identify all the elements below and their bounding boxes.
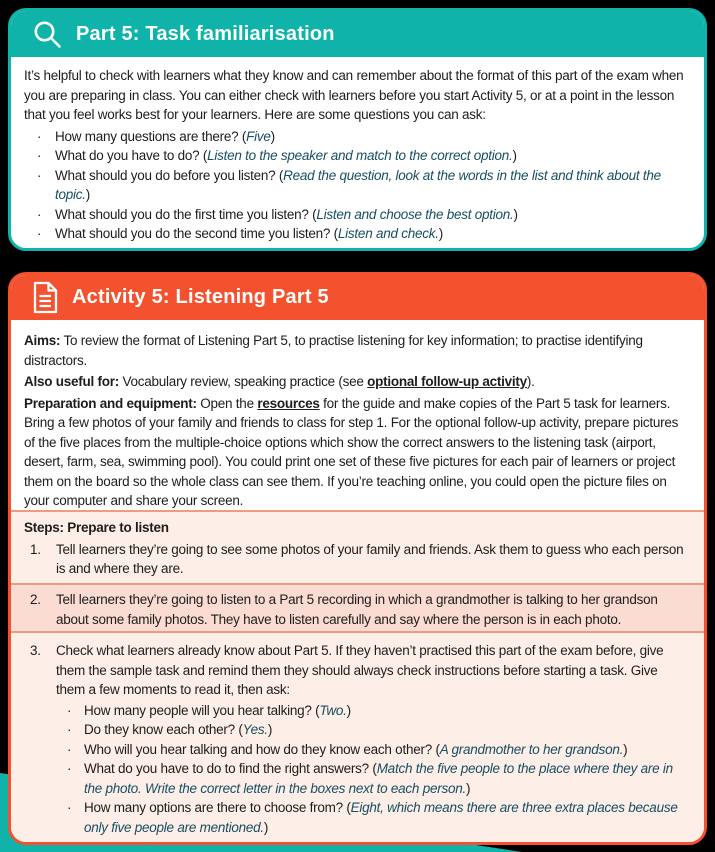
familiarisation-question-list [24,127,690,244]
step-block-1 [11,512,704,583]
task-familiarisation-header [11,11,704,57]
question-text: · Do they know each other? (Yes.) [84,722,273,737]
activity5-card [8,272,707,845]
familiarisation-intro: It’s helpful to check with learners what they know and can remember about the format of this part of the exam when you are preparing in class. You can either check with learners before you start Activity 5, or at a point in the lesson that you feel works best for your learners. Here are some questions you can ask: [24,68,684,122]
question-item [24,166,690,205]
aims-paragraph: Aims: To review the format of Listening Part 5, to practise listening for key information; to practise identifying distractors. [24,333,643,368]
task-familiarisation-title: Part 5: Task familiarisation [76,22,335,45]
step-block-2 [11,583,704,633]
step-number: 2. [30,592,41,607]
answer-text: Two. [319,702,347,718]
search-icon [32,19,63,50]
question-text: · How many questions are there? (Five) [55,128,275,144]
optional-follow-up-activity-link[interactable]: optional follow-up activity [367,374,527,389]
step-number: 3. [30,643,41,658]
answer-text: Listen to the speaker and match to the correct option. [207,148,513,163]
question-item [24,224,690,244]
question-text: · How many options are there to choose from? (Eight, which means there are three extra places because only five people are mentioned.) [84,800,678,835]
step-2 [24,590,690,629]
answer-text: Five [246,128,271,144]
step-number: 1. [30,541,41,557]
question-text: · What should you do before you listen? (Read the question, look at the words in the list and think about the topic.) [55,167,661,202]
step-text: Check what learners already know about Part 5. If they haven’t practised this part of the exam before, give them the sample task and remind them they should always check instructions before starting a task. Give them a few moments to read it, then ask: [56,643,664,697]
answer-text: Eight, which means there are three extra places because only five people are mentioned. [84,800,678,835]
resources-link[interactable]: resources [257,395,320,411]
question-text: · What do you have to do to find the right answers? (Match the five people to the place where they are in the photo. Write the correct letter in the boxes next to each person.) [84,761,673,796]
steps-section [11,510,704,842]
answer-text: A grandmother to her grandson. [439,741,624,757]
aims-label: Aims: [24,333,61,348]
step-3 [24,641,690,700]
step-text: Tell learners they’re going to see some photos of your family and friends. Ask them to guess who each person is and where they are. [56,541,684,576]
question-item [24,740,690,760]
question-item [24,127,690,147]
activity5-header [11,275,704,320]
question-item [24,759,690,798]
also-useful-paragraph: Also useful for: Vocabulary review, speaking practice (see optional follow-up activity). [24,374,535,389]
question-item [24,205,690,225]
answer-text: Read the question, look at the words in the list and think about the topic. [55,167,661,202]
question-text: · How many people will you hear talking? (Two.) [84,702,351,718]
task-familiarisation-card [8,8,707,251]
question-item [24,701,690,721]
steps-heading: Steps: Prepare to listen [24,520,169,535]
step-block-3 [11,633,704,842]
answer-text: Listen and check. [337,226,439,241]
preparation-paragraph: Preparation and equipment: Open the resources for the guide and make copies of the Part 5 task for learners. Bring a few photos of your family and friends to class for step 1. For the optional follow-up activity, prepare pictures of the five places from the multiple-choice options which show the correct answers to the listening task (airport, desert, farm, sea, swimming pool). You could print one set of these five pictures for each pair of learners or project them on the board so the whole class can see them. If you’re teaching online, you could open the picture files on your computer and share your screen. [24,395,679,508]
answer-text: Listen and choose the best option. [316,206,514,222]
question-item [24,720,690,740]
step-text: Tell learners they’re going to listen to a Part 5 recording in which a grandmother is talking to her grandson about some family photos. They have to listen carefully and say where the person is in each photo. [56,592,658,627]
question-text: · Who will you hear talking and how do they know each other? (A grandmother to her grandson.) [84,741,628,757]
activity5-info [11,320,704,510]
preparation-label: Preparation and equipment: [24,395,197,411]
question-text: · What should you do the first time you listen? (Listen and choose the best option.) [55,206,518,222]
activity5-title: Activity 5: Listening Part 5 [72,286,329,308]
step-1 [24,540,690,579]
question-text: · What do you have to do? (Listen to the speaker and match to the correct option.) [55,148,517,163]
step3-question-list [24,701,690,838]
answer-text: Match the five people to the place where they are in the photo. Write the correct letter in the boxes next to each person. [84,761,673,796]
task-familiarisation-body [11,57,704,244]
question-item [24,798,690,837]
also-useful-label: Also useful for: [24,374,120,389]
question-item [24,146,690,166]
question-text: · What should you do the second time you listen? (Listen and check.) [55,226,443,241]
document-icon [32,281,59,314]
answer-text: Yes. [242,722,268,737]
